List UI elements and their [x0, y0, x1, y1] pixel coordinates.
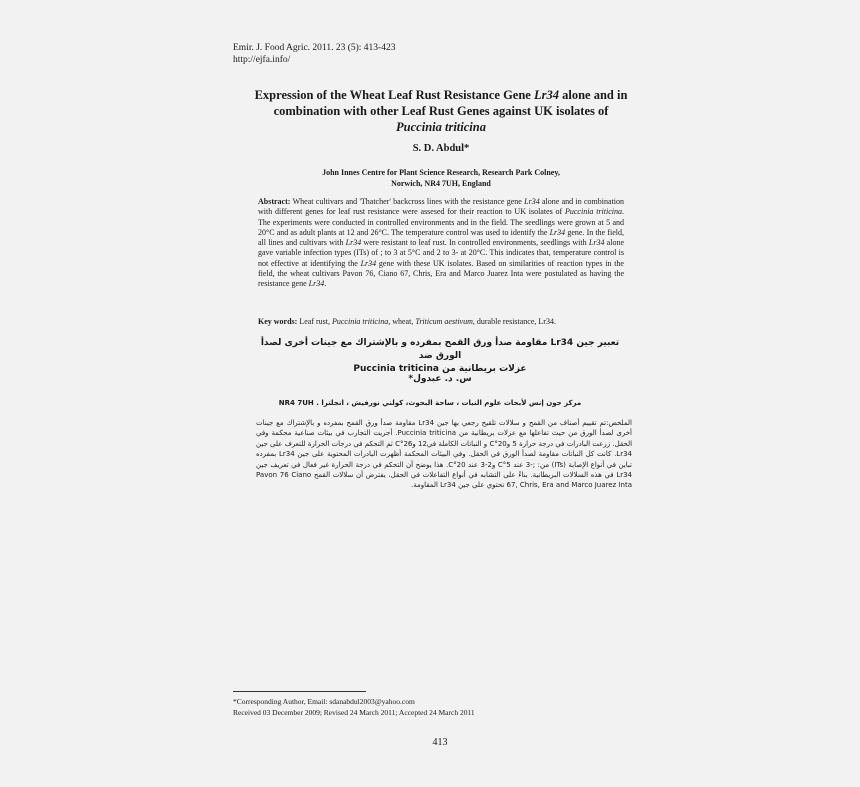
abstract-text: alone and in combination with different genes for leaf rust resistance were assesed for their reaction to UK isolates of [258, 197, 624, 217]
journal-url[interactable]: http://ejfa.info/ [233, 55, 291, 65]
keyword-text: , durable resistance, Lr34. [472, 317, 556, 326]
gene-name: Lr34 [308, 279, 325, 289]
gene-name: Lr34 [360, 258, 377, 268]
affiliation-line-2: Norwich, NR4 7UH, England [391, 179, 491, 188]
arabic-abstract: الملخص:تم تقييم أصناف من القمح و سلالات تلقيح رجعي بها جين Lr34 مقاومة صدأ ورق القمح بمفرده و بالإشتراك مع جينات أخرى لصدأ الورق من حيث تفاعلها مع عزلات بريطانية من Puccinia triticina. أجريت التجارب في بيئات صناعية محكمة وفي الحقل. زرعت البادرات في درجة حرارة 5 و20°C و النباتات الكاملة في12 و26°C ثم التحكم في درجات الحرارة للتعرف على جين Lr34. كانت كل النباتات مقاومة لصدأ الورق في الحقل. وفي البيئات المحكمة أظهرت البادرات المحتوية على جين Lr34 بمفرده تباين في أنواع الإصابة (ITs) من: ;-3 عند 5°C و2-3 عند 20°C. هذا يوضح أن التحكم في درجة الحرارة غير فعال في تعريف جين Lr34 في هذه السلالات البريطانية. بناءً على التشابه في أنواع التفاعلات في الحقل، يفترض أن سلالات القمح Pavon 76 Ciano 67, Chris, Era and Marco Juarez Inta تحتوي على جين Lr34 المقاومة. [256, 419, 633, 490]
author-name: S. D. Abdul* [412, 143, 470, 154]
title-species: Puccinia triticina [396, 120, 486, 134]
abstract-text: Wheat cultivars and 'Thatcher' backcross lines with the resistance gene [290, 197, 525, 206]
journal-header [233, 42, 395, 66]
affiliation [250, 167, 632, 189]
arabic-title-line-2: عزلات بريطانية من Puccinia triticina [353, 364, 527, 374]
page-number: 413 [432, 737, 448, 748]
abstract [258, 197, 624, 290]
keyword-text: , wheat, [388, 317, 416, 326]
footnote-divider [233, 691, 366, 692]
abstract-text: gene with these UK isolates. Based on similarities of reaction types in the field, the wheat cultivars Pavon 76, Ciano 67, Chris, Era and Marco Juarez Inta were postulated as having the resistance gene [258, 258, 624, 289]
arabic-title [260, 337, 620, 376]
keyword-text: Leaf rust, [297, 317, 332, 326]
title-gene: Lr34 [533, 88, 559, 102]
keyword-species: Triticum aestivum [415, 317, 473, 326]
abstract-text: alone gave variable infection types (ITs) of ; to 3 at 5°C and 2 to 3- at 20°C. This indicates that, temperature control is not effective at identifying the [258, 238, 624, 268]
gene-name: Lr34 [588, 238, 605, 248]
arabic-affiliation: مركز جون إنس لأبحاث علوم النبات ، ساحة البحوث، كولني نورفيش ، انجلترا . NR4 7UH [278, 399, 582, 407]
abstract-text: . The experiments were conducted in controlled environments and in the field. The seedlings were grown at 5 and 20°C and as adult plants at 12 and 26°C. The temperature control was used to identify the [258, 207, 624, 237]
abstract-text: . [324, 279, 327, 289]
keywords-label: Key words: [258, 317, 298, 326]
species-name: Puccinia triticina [564, 207, 622, 217]
keywords [258, 317, 624, 327]
gene-name: Lr34 [549, 227, 566, 237]
footnote [233, 697, 475, 718]
title-text-2: alone and in combination with other Leaf Rust Genes against UK isolates of [273, 88, 628, 118]
title-text: Expression of the Wheat Leaf Rust Resistance Gene [254, 88, 534, 102]
abstract-text: gene. In the field, all lines and cultivars with [258, 227, 624, 248]
corresponding-author: *Corresponding Author, Email: sdanabdul2003@yahoo.com [233, 697, 415, 706]
keyword-species: Puccinia triticina [331, 317, 389, 326]
affiliation-line-1: John Innes Centre for Plant Science Research, Research Park Colney, [322, 168, 560, 177]
gene-name: Lr34 [345, 238, 362, 248]
abstract-label: Abstract: [258, 197, 291, 206]
abstract-text: were resistant to leaf rust. In controlled environments, seedlings with [361, 238, 589, 248]
journal-citation: Emir. J. Food Agric. 2011. 23 (5): 413-423 [233, 43, 396, 53]
gene-name: Lr34 [524, 197, 540, 206]
arabic-author: س. د. عبدول* [408, 374, 472, 384]
arabic-title-line-1: تعبير جين Lr34 مقاومة صدأ ورق القمح بمفرده و بالإشتراك مع جينات أخرى لصدأ الورق ضد [260, 338, 620, 361]
received-dates: Received 03 December 2009; Revised 24 March 2011; Accepted 24 March 2011 [233, 707, 475, 717]
paper-title [250, 87, 632, 135]
